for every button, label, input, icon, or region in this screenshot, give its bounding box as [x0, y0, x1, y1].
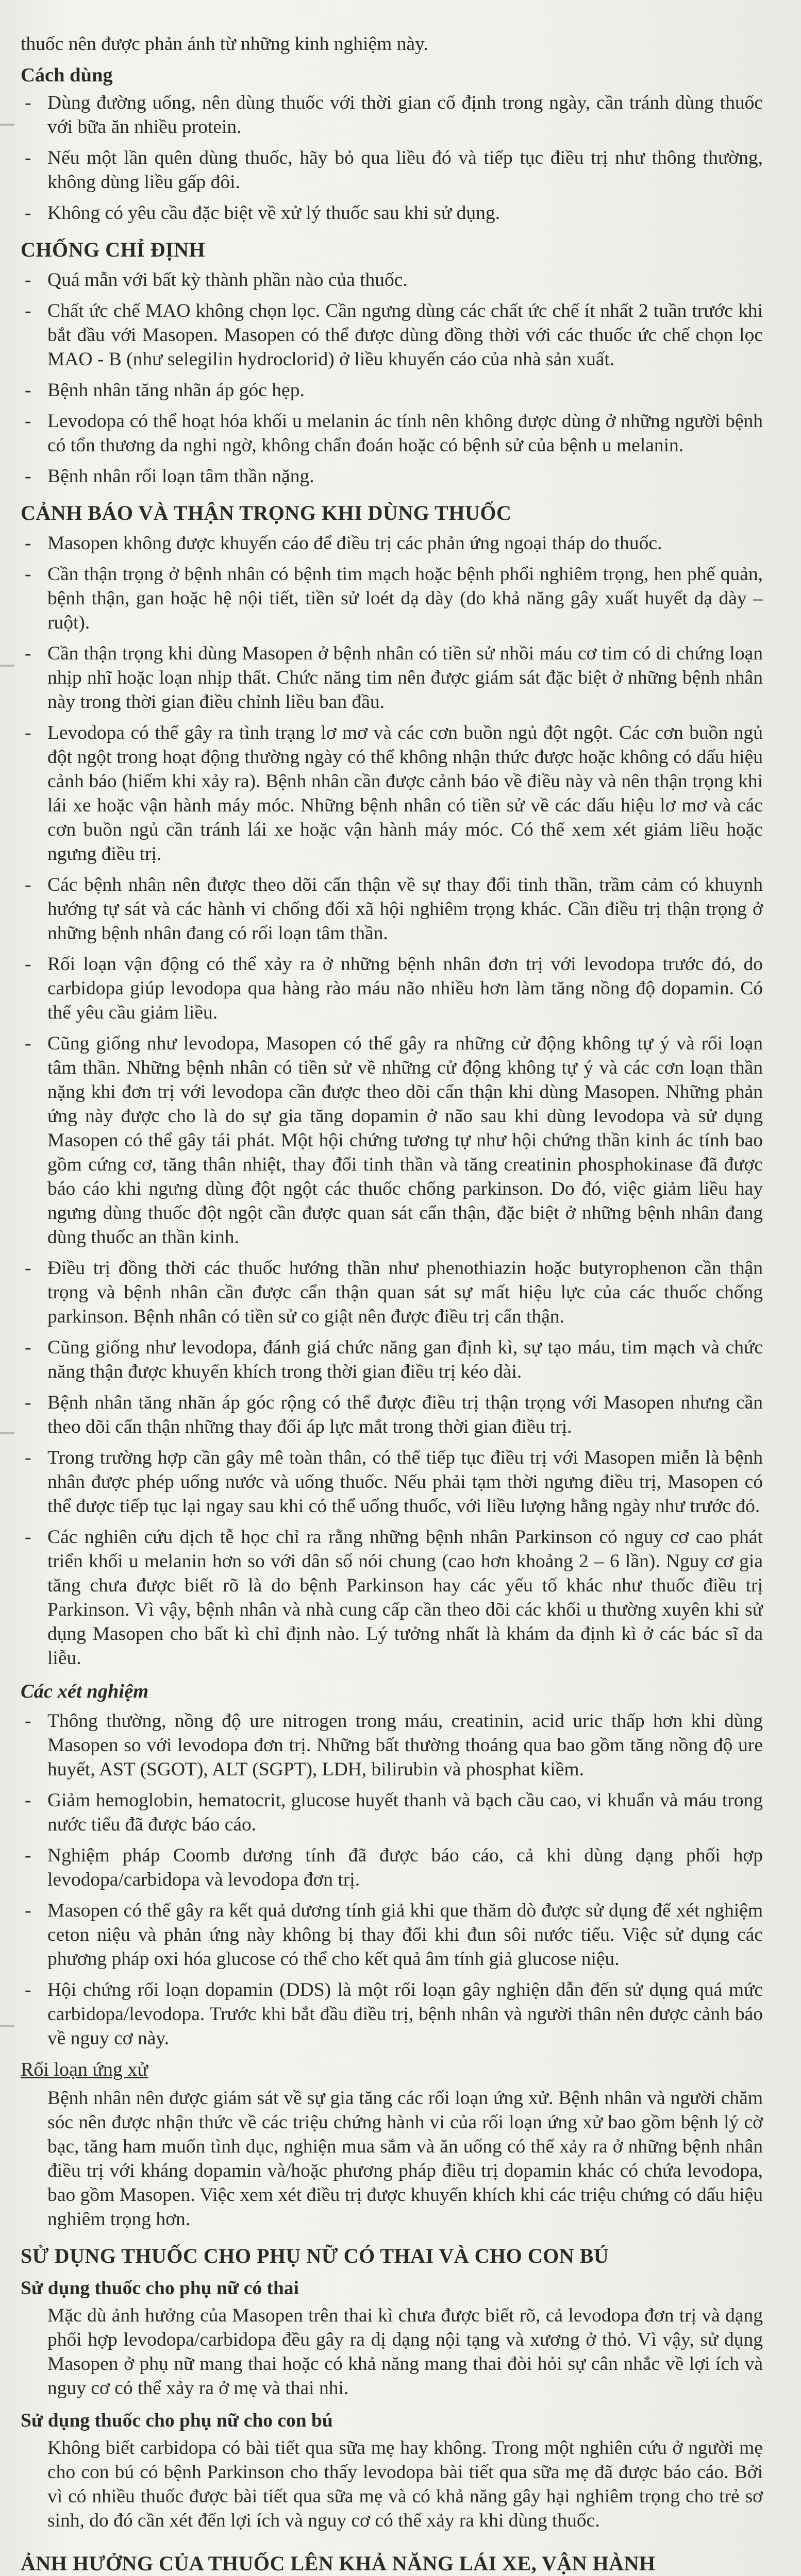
list-item: - Cần thận trọng khi dùng Masopen ở bệnh nhân có tiền sử nhồi máu cơ tim có di chứng loạn nhịp nhĩ hoặc loạn nhịp thất. Chức năng tim nên được giám sát đặc biệt ở những bệnh nhân này trong thời gian điều chỉnh liều ban đầu. [21, 641, 763, 714]
paragraph: Mặc dù ảnh hưởng của Masopen trên thai kì chưa được biết rõ, cả levodopa đơn trị và dạng phối hợp levodopa/carbidopa đều gây ra dị dạng nội tạng và xương ở thỏ. Vì vậy, sử dụng Masopen ở phụ nữ mang thai hoặc có khả năng mang thai đòi hỏi sự cân nhắc về lợi ích và nguy cơ có thể xảy ra ở mẹ và thai nhi. [47, 2305, 763, 2399]
subsection-heading: Sử dụng thuốc cho phụ nữ cho con bú [21, 2410, 333, 2431]
intro-text: thuốc nên được phản ánh từ những kinh nghiệm này. [21, 33, 428, 55]
section-heading: Rối loạn ứng xử [21, 2059, 148, 2080]
paragraph: Không biết carbidopa có bài tiết qua sữa mẹ hay không. Trong một nghiên cứu ở người mẹ cho con bú có bệnh Parkinson cho thấy levodopa bài tiết qua sữa mẹ đã được báo cáo. Bởi vì có nhiều thuốc được bài tiết qua sữa mẹ và có khả năng gây hại nghiêm trọng cho trẻ sơ sinh, do đó cần xét đến lợi ích và nguy cơ có thể xảy ra khi dùng thuốc. [47, 2437, 763, 2531]
section-roi-loan-ung-xu [21, 2058, 763, 2231]
list-item: - Nghiệm pháp Coomb dương tính đã được báo cáo, cả khi dùng dạng phối hợp levodopa/carbidopa và levodopa đơn trị. [21, 1843, 763, 1892]
list-item: - Hội chứng rối loạn dopamin (DDS) là một rối loạn gây nghiện dẫn đến sử dụng quá mức carbidopa/levodopa. Trước khi bắt đầu điều trị, bệnh nhân và người thân nên được cảnh báo về nguy cơ này. [21, 1978, 763, 2050]
page-edge-mark [0, 124, 14, 126]
section-canh-bao [21, 501, 763, 1670]
bullet-list [21, 91, 763, 225]
leaflet-content [21, 32, 763, 2576]
list-item: - Chất ức chế MAO không chọn lọc. Cần ngưng dùng các chất ức chế ít nhất 2 tuần trước khi bắt đầu với Masopen. Masopen có thể được dùng đồng thời với các thuốc ức chế chọn lọc MAO - B (như selegilin hydroclorid) ở liều khuyến cáo của nhà sản xuất. [21, 299, 763, 371]
section-phu-nu-co-thai [21, 2244, 763, 2533]
subsection-heading: Sử dụng thuốc cho phụ nữ có thai [21, 2278, 299, 2299]
section-heading-line: ẢNH HƯỞNG CỦA THUỐC LÊN KHẢ NĂNG LÁI XE, VẬN HÀNH [21, 2552, 656, 2575]
bullet-list [21, 531, 763, 1670]
list-item: - Rối loạn vận động có thể xảy ra ở những bệnh nhân đơn trị với levodopa trước đó, do carbidopa giúp levodopa qua hàng rào máu não nhiều hơn làm tăng nồng độ dopamin. Có thể yêu cầu giảm liều. [21, 952, 763, 1025]
section-cach-dung [21, 63, 763, 225]
list-item: - Quá mẫn với bất kỳ thành phần nào của thuốc. [21, 268, 763, 292]
list-item: - Các bệnh nhân nên được theo dõi cẩn thận về sự thay đổi tinh thần, trầm cảm có khuynh hướng tự sát và các hành vi chống đối xã hội nghiêm trọng khác. Cần điều trị thận trọng ở những bệnh nhân đang có rối loạn tâm thần. [21, 873, 763, 945]
list-item: - Giảm hemoglobin, hematocrit, glucose huyết thanh và bạch cầu cao, vi khuẩn và máu trong nước tiểu đã được báo cáo. [21, 1788, 763, 1837]
list-item: - Masopen không được khuyến cáo để điều trị các phản ứng ngoại tháp do thuốc. [21, 531, 763, 555]
list-item: - Không có yêu cầu đặc biệt về xử lý thuốc sau khi sử dụng. [21, 201, 763, 225]
list-item: - Masopen có thể gây ra kết quả dương tính giả khi que thăm dò được sử dụng để xét nghiệm ceton niệu và phản ứng này không bị thay đổi khi đun sôi nước tiểu. Việc sử dụng các phương pháp oxi hóa glucose có thể cho kết quả âm tính giả glucose niệu. [21, 1899, 763, 1971]
list-item: - Trong trường hợp cần gây mê toàn thân, có thể tiếp tục điều trị với Masopen miễn là bệnh nhân được phép uống nước và uống thuốc. Nếu phải tạm thời ngưng điều trị, Masopen có thể được tiếp tục lại ngay sau khi có thể uống thuốc, với liều lượng hằng ngày như trước đó. [21, 1446, 763, 1518]
section-chong-chi-dinh [21, 238, 763, 488]
section-heading [21, 2550, 763, 2576]
list-item: - Dùng đường uống, nên dùng thuốc với thời gian cố định trong ngày, cần tránh dùng thuốc với bữa ăn nhiều protein. [21, 91, 763, 139]
list-item: - Levodopa có thể gây ra tình trạng lơ mơ và các cơn buồn ngủ đột ngột. Các cơn buồn ngủ đột ngột trong hoạt động thường ngày có thể không nhận thức được hoặc không có dấu hiệu cảnh báo (hiếm khi xảy ra). Bệnh nhân cần được cảnh báo về điều này và nên thận trọng khi lái xe hoặc vận hành máy móc. Những bệnh nhân có tiền sử về các dấu hiệu lơ mơ và các cơn buồn ngủ cần tránh lái xe hoặc vận hành máy móc. Có thể xem xét giảm liều hoặc ngưng điều trị. [21, 721, 763, 866]
section-heading: CẢNH BÁO VÀ THẬN TRỌNG KHI DÙNG THUỐC [21, 501, 512, 524]
list-item: - Điều trị đồng thời các thuốc hướng thần như phenothiazin hoặc butyrophenon cần thận trọng và bệnh nhân cần được cẩn thận quan sát sự mất hiệu lực của các thuốc chống parkinson. Bệnh nhân có tiền sử co giật nên được điều trị cẩn thận. [21, 1256, 763, 1329]
list-item: - Cần thận trọng ở bệnh nhân có bệnh tim mạch hoặc bệnh phổi nghiêm trọng, hen phế quản, bệnh thận, gan hoặc hệ nội tiết, tiền sử loét dạ dày (do khả năng gây xuất huyết dạ dày – ruột). [21, 562, 763, 635]
list-item: - Thông thường, nồng độ ure nitrogen trong máu, creatinin, acid uric thấp hơn khi dùng Masopen so với levodopa đơn trị. Những bất thường thoáng qua bao gồm tăng nồng độ ure huyết, AST (SGOT), ALT (SGPT), LDH, bilirubin và phosphat kiềm. [21, 1709, 763, 1782]
list-item: - Bệnh nhân tăng nhãn áp góc hẹp. [21, 378, 763, 402]
list-item: - Levodopa có thể hoạt hóa khối u melanin ác tính nên không được dùng ở những người bệnh có tổn thương da nghi ngờ, không chẩn đoán hoặc có bệnh sử của bệnh u melanin. [21, 409, 763, 457]
section-heading: CHỐNG CHỈ ĐỊNH [21, 238, 206, 261]
section-heading: Cách dùng [21, 64, 113, 86]
list-item: - Các nghiên cứu dịch tễ học chỉ ra rằng những bệnh nhân Parkinson có nguy cơ cao phát triển khối u melanin hơn so với dân số nói chung (cao hơn khoảng 2 – 6 lần). Nguy cơ gia tăng chưa được biết rõ là do bệnh Parkinson hay các yếu tố khác như thuốc điều trị Parkinson. Vì vậy, bệnh nhân và nhà cung cấp cần theo dõi các khối u thường xuyên khi sử dụng Masopen cho bất kì chỉ định nào. Lý tưởng nhất là khám da định kì ở các bác sĩ da liễu. [21, 1525, 763, 1670]
bullet-list [21, 1709, 763, 2050]
page-edge-mark [0, 665, 14, 667]
list-item: - Bệnh nhân tăng nhãn áp góc rộng có thể được điều trị thận trọng với Masopen nhưng cần theo dõi cẩn thận những thay đổi áp lực mắt trong thời gian điều trị. [21, 1391, 763, 1439]
section-heading: Các xét nghiệm [21, 1681, 149, 1702]
bullet-list [21, 268, 763, 488]
list-item: - Cũng giống như levodopa, Masopen có thể gây ra những cử động không tự ý và rối loạn tâm thần. Những bệnh nhân có tiền sử về những cử động không tự ý và các cơn loạn thần nặng khi đơn trị với levodopa cần được theo dõi cẩn thận khi dùng Masopen. Những phản ứng này được cho là do sự gia tăng dopamin ở não sau khi dùng levodopa và sử dụng Masopen có thể gây tái phát. Một hội chứng tương tự như hội chứng thần kinh ác tính bao gồm cứng cơ, tăng thân nhiệt, thay đổi tinh thần và tăng creatinin phosphokinase đã được báo cáo khi ngưng dùng đột ngột các thuốc chống parkinson. Do đó, việc giảm liều hay ngưng dùng thuốc đột ngột cần được quan sát cẩn thận, đặc biệt ở những bệnh nhân đang dùng thuốc an thần kinh. [21, 1031, 763, 1249]
page-edge-mark [0, 2025, 14, 2027]
section-xet-nghiem [21, 1680, 763, 2050]
paragraph: Bệnh nhân nên được giám sát về sự gia tăng các rối loạn ứng xử. Bệnh nhân và người chăm sóc nên được nhận thức về các triệu chứng hành vi của rối loạn ứng xử bao gồm bệnh lý cờ bạc, tăng ham muốn tình dục, nghiện mua sắm và ăn uống có thể xảy ra ở những bệnh nhân điều trị với kháng dopamin và/hoặc phương pháp điều trị dopamin khác có chứa levodopa, bao gồm Masopen. Việc xem xét điều trị được khuyến khích khi các triệu chứng có dấu hiệu nghiêm trọng hơn. [47, 2088, 763, 2230]
section-lai-xe [21, 2550, 763, 2576]
list-item: - Cũng giống như levodopa, đánh giá chức năng gan định kì, sự tạo máu, tim mạch và chức năng thận được khuyến khích trong thời gian điều trị kéo dài. [21, 1335, 763, 1384]
list-item: - Bệnh nhân rối loạn tâm thần nặng. [21, 464, 763, 488]
page-edge-mark [0, 1432, 14, 1434]
section-heading: SỬ DỤNG THUỐC CHO PHỤ NỮ CÓ THAI VÀ CHO CON BÚ [21, 2244, 609, 2267]
list-item: - Nếu một lần quên dùng thuốc, hãy bỏ qua liều đó và tiếp tục điều trị như thông thường, không dùng liều gấp đôi. [21, 146, 763, 194]
